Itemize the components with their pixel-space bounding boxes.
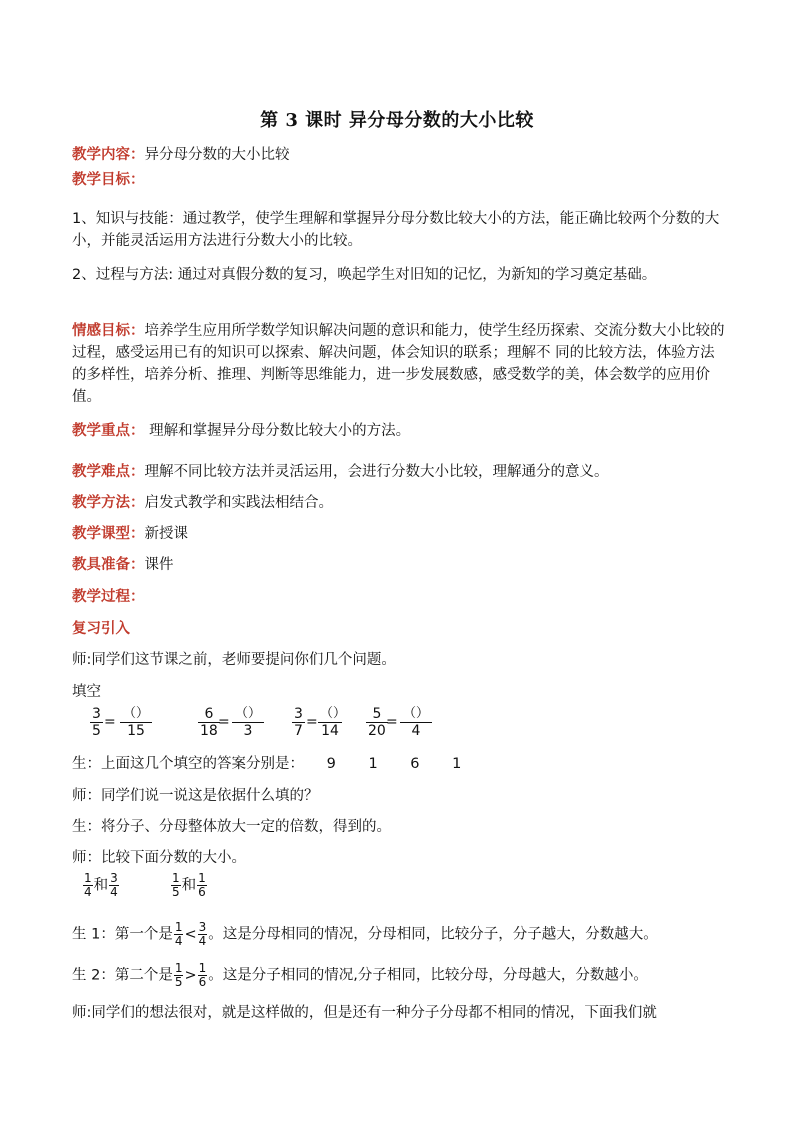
- student-4-suffix: 。这是分子相同的情况,分子相同，比较分母，分母越大，分数越小。: [208, 967, 648, 984]
- content-line: [72, 145, 290, 165]
- compare-pair-2: [170, 872, 208, 899]
- equals-sign: =: [306, 714, 318, 730]
- fraction-numerator: 3: [198, 920, 207, 934]
- fraction-2-right: [232, 706, 264, 739]
- fraction-denominator: 4: [411, 723, 421, 739]
- fraction-denominator: 4: [110, 885, 118, 899]
- tools-text: 课件: [144, 557, 174, 573]
- student-4-prefix: 生 2：第二个是: [72, 967, 173, 984]
- fraction-numerator: 3: [92, 706, 101, 722]
- fraction-denominator: 5: [92, 723, 101, 739]
- fraction-numerator: 3: [294, 706, 303, 722]
- fraction: [174, 962, 184, 989]
- fraction-denominator: 20: [368, 723, 386, 739]
- compare-word: 和: [181, 877, 197, 894]
- fill-label: 填空: [72, 684, 101, 700]
- process-label: 教学过程：: [72, 589, 145, 605]
- fraction-denominator: 5: [172, 885, 180, 899]
- tools-label: 教具准备：: [72, 557, 145, 573]
- fraction-denominator: 4: [198, 934, 207, 948]
- fraction-numerator: 1: [174, 920, 183, 934]
- goals-line: [72, 170, 145, 190]
- compare-pair-1: [82, 872, 120, 899]
- teacher-line-4: 师:同学们的想法很对，就是这样做的，但是还有一种分子分母都不相同的情况，下面我们就: [72, 1005, 657, 1021]
- content-text: 异分母分数的大小比较: [144, 147, 290, 163]
- method-label: 教学方法：: [72, 495, 145, 511]
- difficulty-text: 理解不同比较方法并灵活运用，会进行分数大小比较，理解通分的意义。: [144, 464, 609, 480]
- page-title: 第 3 课时 异分母分数的大小比较: [260, 110, 534, 131]
- fraction: [83, 872, 93, 899]
- content-label: 教学内容：: [72, 147, 145, 163]
- fraction-3-right: [318, 706, 347, 739]
- fraction-numerator: 6: [198, 706, 220, 723]
- fraction-denominator: 4: [84, 885, 92, 899]
- fraction-blank: （）: [120, 706, 152, 723]
- answer-value: 1: [368, 756, 378, 772]
- teacher-line-1: 师:同学们这节课之前，老师要提问你们几个问题。: [72, 652, 396, 668]
- emotion-label: 情感目标：: [72, 323, 145, 339]
- emotion-goal: [72, 320, 727, 408]
- comparison-operator: >: [184, 967, 197, 984]
- fraction-numerator: 1: [174, 961, 183, 975]
- key-point: [72, 421, 410, 441]
- tools-line: [72, 555, 174, 575]
- type-label: 教学课型：: [72, 526, 145, 542]
- fraction-blank: （）: [232, 706, 264, 723]
- fraction-blank: （）: [320, 706, 347, 721]
- answer-value: 1: [452, 756, 462, 772]
- goals-label: 教学目标：: [72, 172, 145, 188]
- type-text: 新授课: [144, 526, 188, 542]
- process-line: [72, 587, 145, 607]
- fraction-2-left: [198, 706, 220, 739]
- student-answer-prefix: 生：上面这几个填空的答案分别是：: [72, 756, 304, 772]
- fraction-denominator: 4: [174, 934, 183, 948]
- fraction-denominator: 18: [200, 723, 218, 739]
- compare-word: 和: [93, 877, 109, 894]
- student-line-2: 生：将分子、分母整体放大一定的倍数，得到的。: [72, 819, 391, 835]
- teacher-line-2: 师：同学们说一说这是依据什么填的？: [72, 788, 319, 804]
- comparison-operator: <: [184, 926, 197, 943]
- equals-sign: =: [104, 714, 116, 730]
- student-line-4: [72, 962, 648, 989]
- teacher-line-3: 师：比较下面分数的大小。: [72, 850, 246, 866]
- difficulty-label: 教学难点：: [72, 464, 145, 480]
- fraction: [198, 962, 208, 989]
- student-3-prefix: 生 1：第一个是: [72, 926, 173, 943]
- fraction: [197, 872, 207, 899]
- fraction-denominator: 7: [294, 723, 303, 739]
- fraction: [109, 872, 119, 899]
- equals-sign: =: [218, 714, 230, 730]
- fraction-numerator: 5: [366, 706, 388, 723]
- fraction: [174, 921, 184, 948]
- key-label: 教学重点：: [72, 423, 145, 439]
- answer-value: 6: [410, 756, 420, 772]
- difficulty-point: [72, 462, 609, 482]
- goal-process: 2、过程与方法: 通过对真假分数的复习，唤起学生对旧知的记忆，为新知的学习奠定基础。: [72, 267, 657, 283]
- fraction-blank: （）: [400, 706, 432, 723]
- student-line-3: [72, 921, 658, 948]
- fraction: [198, 921, 208, 948]
- type-line: [72, 524, 188, 544]
- fraction-3-left: [292, 706, 305, 739]
- key-text: 理解和掌握异分母分数比较大小的方法。: [144, 423, 411, 439]
- fraction-numerator: 1: [172, 871, 180, 885]
- fraction-denominator: 15: [127, 723, 145, 739]
- fraction-numerator: 3: [110, 871, 118, 885]
- fraction-1-right: [120, 706, 152, 739]
- fraction-4-left: [366, 706, 388, 739]
- answer-value: 9: [326, 756, 336, 772]
- fraction-4-right: [400, 706, 432, 739]
- goal-knowledge: 1、知识与技能：通过教学，使学生理解和掌握异分母分数比较大小的方法，能正确比较两个分数的大小，并能灵活运用方法进行分数大小的比较。: [72, 211, 720, 249]
- fraction: [171, 872, 181, 899]
- fraction-denominator: 14: [321, 723, 339, 739]
- emotion-text: 培养学生应用所学数学知识解决问题的意识和能力，使学生经历探索、交流分数大小比较的过程，感受运用已有的知识可以探索、解决问题，体会知识的联系；理解不 同的比较方法，体验方法的多样性，培养分析、推理、判断等思维能力，进一步发展数感，感受数学的美，体会数学的应用价值。: [72, 323, 725, 405]
- fraction-denominator: 6: [198, 975, 207, 989]
- fraction-denominator: 6: [198, 885, 206, 899]
- fraction-denominator: 5: [174, 975, 183, 989]
- equals-sign: =: [386, 714, 398, 730]
- student-3-suffix: 。这是分母相同的情况，分母相同，比较分子，分子越大，分数越大。: [208, 926, 658, 943]
- fraction-numerator: 1: [198, 871, 206, 885]
- fraction-denominator: 3: [243, 723, 253, 739]
- method-text: 启发式教学和实践法相结合。: [144, 495, 333, 511]
- fraction-numerator: 1: [84, 871, 92, 885]
- fraction-1-left: [90, 706, 103, 739]
- review-heading: 复习引入: [72, 621, 130, 637]
- student-answer-line: [72, 754, 461, 774]
- fraction-numerator: 1: [198, 961, 207, 975]
- method-line: [72, 493, 333, 513]
